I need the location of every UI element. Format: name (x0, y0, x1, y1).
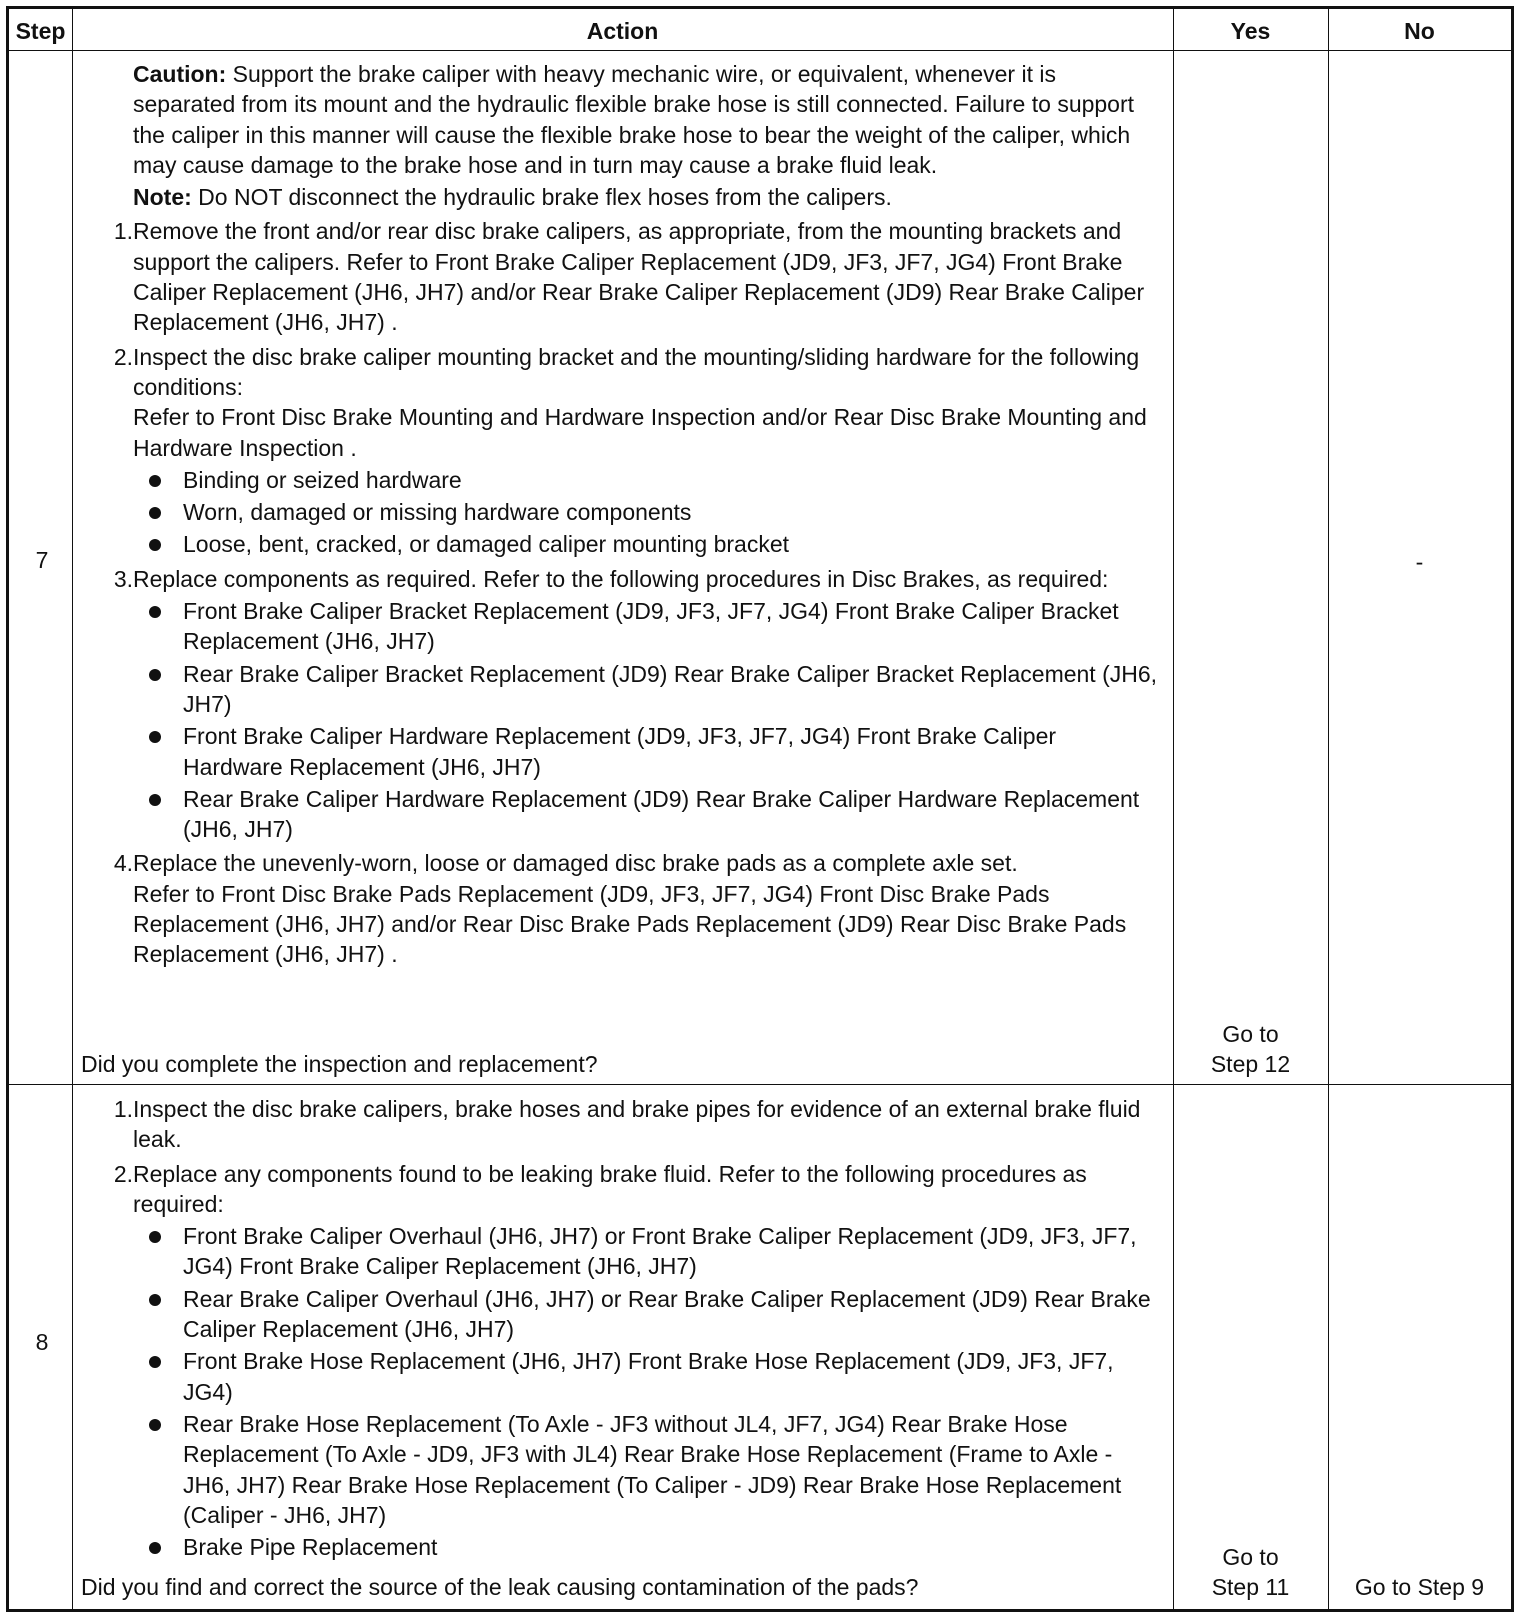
header-step: Step (15, 17, 66, 44)
list-item: Rear Brake Caliper Bracket Replacement (JD9) Rear Brake Caliper Bracket Replacement (JH6, JH7) (133, 659, 1161, 720)
list-item: 2. Replace any components found to be leaking brake fluid. Refer to the following procedures as required: (113, 1160, 1087, 1217)
caution-text: Support the brake caliper with heavy mechanic wire, or equivalent, whenever it is separated from its mount and the hydraulic flexible brake hose is still connected. Failure to support the caliper in this manner will cause the flexible brake hose to bear the weight of the caliper, which may cause damage to the brake hose and in turn may cause a brake fluid leak. (133, 61, 1135, 178)
procedure-table (6, 6, 1514, 1612)
action-cell-step-8 (81, 1094, 1161, 1562)
caution-paragraph (81, 59, 1161, 180)
bullet-icon (133, 784, 183, 845)
list-item: Rear Brake Hose Replacement (To Axle - JF3 without JL4, JF7, JG4) Rear Brake Hose Replacement (To Axle - JD9, JF3 with JL4) Rear Brake Hose Replacement (Frame to Axle - JH6, JH7) Rear Brake Hose Replacement (To Caliper - JD9) Rear Brake Hose Replacement (Caliper - JH6, JH7) (133, 1409, 1161, 1530)
list-item: Front Brake Caliper Overhaul (JH6, JH7) or Front Brake Caliper Replacement (JD9, JF3, JF7, JG4) Front Brake Caliper Replacement (JH6, JH7) (133, 1221, 1161, 1282)
no-cell-step-7: - (1415, 549, 1424, 575)
yes-cell-step-8: Go to Step 11 (1211, 1544, 1290, 1600)
header-action: Action (586, 17, 659, 44)
bullet-icon (133, 1221, 183, 1282)
note-paragraph (81, 182, 1161, 212)
action-cell-step-7 (81, 59, 1161, 970)
bullet-icon (133, 529, 183, 559)
list-item: Worn, damaged or missing hardware components (133, 497, 1161, 527)
list-item: Loose, bent, cracked, or damaged caliper mounting bracket (133, 529, 1161, 559)
list-item: 3. Replace components as required. Refer to the following procedures in Disc Brakes, as required: (113, 565, 1109, 592)
bullet-icon (133, 721, 183, 782)
question-step-7: Did you complete the inspection and replacement? (81, 1051, 598, 1077)
bullet-icon (133, 497, 183, 527)
list-item: Rear Brake Caliper Hardware Replacement (JD9) Rear Brake Caliper Hardware Replacement (JH6, JH7) (133, 784, 1161, 845)
list-item: 2. Inspect the disc brake caliper mounting bracket and the mounting/sliding hardware for the following conditions: Refer to Front Disc Brake Mounting and Hardware Inspection and/or Rear Disc Brake Mounting and Hardware Inspection . (113, 343, 1147, 461)
list-item: Front Brake Caliper Hardware Replacement (JD9, JF3, JF7, JG4) Front Brake Caliper Hardware Replacement (JH6, JH7) (133, 721, 1161, 782)
step-number-7: 7 (35, 547, 49, 573)
list-item: Front Brake Caliper Bracket Replacement (JD9, JF3, JF7, JG4) Front Brake Caliper Bracket Replacement (JH6, JH7) (133, 596, 1161, 657)
row-divider (9, 1084, 1511, 1085)
list-item: Binding or seized hardware (133, 465, 1161, 495)
column-divider (1328, 9, 1329, 1609)
list-item: 1. Inspect the disc brake calipers, brake hoses and brake pipes for evidence of an external brake fluid leak. (113, 1096, 1141, 1153)
step-number-8: 8 (35, 1329, 49, 1355)
bullet-icon (133, 1346, 183, 1407)
bullet-icon (133, 465, 183, 495)
list-item: Front Brake Hose Replacement (JH6, JH7) Front Brake Hose Replacement (JD9, JF3, JF7, JG4) (133, 1346, 1161, 1407)
column-divider (1173, 9, 1174, 1609)
list-item: Brake Pipe Replacement (133, 1532, 1161, 1562)
note-label: Note: (133, 184, 192, 211)
list-item: 1. Remove the front and/or rear disc brake calipers, as appropriate, from the mounting brackets and support the calipers. Refer to Front Brake Caliper Replacement (JD9, JF3, JF7, JG4) Front Brake Caliper Replacement (JH6, JH7) and/or Rear Brake Caliper Replacement (JD9) Rear Brake Caliper Replacement (JH6, JH7) . (113, 218, 1145, 336)
bullet-icon (133, 1409, 183, 1530)
header-no: No (1404, 17, 1435, 44)
header-yes: Yes (1230, 17, 1271, 44)
bullet-icon (133, 1284, 183, 1345)
bullet-icon (133, 1532, 183, 1562)
list-item: Rear Brake Caliper Overhaul (JH6, JH7) or Rear Brake Caliper Replacement (JD9) Rear Brake Caliper Replacement (JH6, JH7) (133, 1284, 1161, 1345)
yes-cell-step-7: Go to Step 12 (1210, 1021, 1291, 1077)
caution-label: Caution: (133, 61, 227, 87)
note-text: Do NOT disconnect the hydraulic brake flex hoses from the calipers. (191, 184, 892, 211)
question-step-8: Did you find and correct the source of the leak causing contamination of the pads? (81, 1574, 919, 1600)
column-divider (72, 9, 73, 1609)
bullet-icon (133, 596, 183, 657)
list-item: 4. Replace the unevenly-worn, loose or damaged disc brake pads as a complete axle set. Refer to Front Disc Brake Pads Replacement (JD9, JF3, JF7, JG4) Front Disc Brake Pads Replacement (JH6, JH7) and/or Rear Disc Brake Pads Replacement (JD9) Rear Disc Brake Pads Replacement (JH6, JH7) . (113, 850, 1127, 968)
no-cell-step-8: Go to Step 9 (1354, 1574, 1485, 1600)
bullet-icon (133, 659, 183, 720)
